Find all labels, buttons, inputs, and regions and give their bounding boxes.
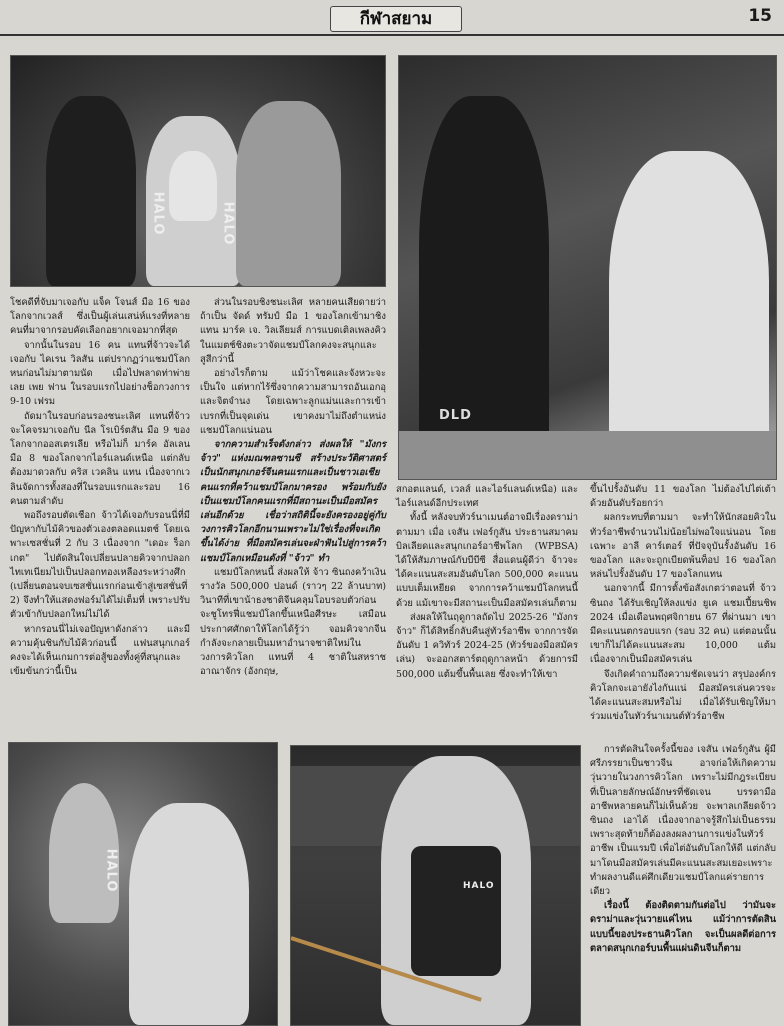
paragraph: ทั้งนี้ หลังจบทัวร์นาเมนต์อาจมีเรื่องดราม่าตามมา เมื่อ เจสัน เฟอร์กูสัน ประธานสมาคมบิลเลียดและสนุกเกอร์อาชีพโลก (WPBSA) ได้ให้สัมภาษณ์กับบีบีซี สื่อแดนผู้ดีว่า จ้าวจะได้คะแนนสะสมอันดับโลก 500,000 คะแนนแบบเต็มเหยียด จากการคว้าแชมป์โลกหนนี้ด้วย แม้เขาจะมีสถานะเป็นมือสมัครเล่นก็ตาม [396, 512, 578, 609]
person-figure [609, 151, 769, 476]
photo-player-with-cue [290, 745, 581, 1026]
photo-trophy-presentation [10, 55, 386, 287]
page-header [0, 0, 784, 36]
paragraph: จากนั้นในรอบ 16 คน แทนที่จ้าวจะได้เจอกับ ไคเรน วิลสัน แต่ปรากฏว่าแชมป์โลกหนก่อนไม่มาตามนัด เมื่อไปพลาดท่าพ่าย เลย เพย ฟาน ในรอบแรกไปอย่างช็อกวงการ 9-10 เฟรม [10, 339, 190, 408]
trophy-icon [169, 151, 217, 221]
paragraph: ถัดมาในรอบก่อนรองชนะเลิศ แทนที่จ้าวจะโคจรมาเจอกับ นีล โรเบิร์ตสัน มือ 9 ของโลกจากออสเตรเลีย หรือไม่ก็ มาร์ค อัลเลน มือ 8 ของโลกจากไอร์แลนด์เหนือ แต่กลับต้องมาดวลกับ คริส เวคลิน แทน เนื่องจากเวลินจัดการทั้งสองที่ในรอบแรกและรอบ 16 คนตามลำดับ [10, 410, 190, 507]
paragraph: ส่งผลให้ในฤดูกาลถัดไป 2025-26 "มังกรจ้าว" ก็ได้สิทธิ์กลับคืนสู่ทัวร์อาชีพ จากการจัดอันดับ 1 ควิทัวร์ 2024-25 (ทัวร์ของมือสมัครเล่น) จะออกสตาร์ตฤดูกาลหน้า ด้วยการมี 500,000 แต้มขึ้นพื้นเลย ซึ่งจะทำให้เขา [396, 611, 578, 680]
paragraph: ส่วนในรอบชิงชนะเลิศ หลายคนเสียดายว่า ถ้าเป็น จัดด์ ทรัมป์ มือ 1 ของโลกเข้ามาชิงแทน มาร์ค เจ. วิลเลียมส์ การแบดเติลเพลงคิวในแมตช์ชิงตะวาจัดแชมป์โลกคงจะสนุกและสูสีกว่านี้ [200, 297, 386, 365]
arena-sign-text: DLD [439, 408, 472, 423]
article-column-1 [10, 296, 190, 679]
person-figure [236, 101, 341, 286]
halo-banner-text: HALO [150, 191, 166, 236]
paragraph: หากรอนนี่ไม่เจอปัญหาดังกล่าว และมีความคุ้นชินกับไม้คิวก่อนนี้ แฟนสนุกเกอร์คงจะได้เห็นเกมการต่อสู้ของทั้งคู่ที่สนุกและเข้มข้นกว่านี้เป็น [10, 623, 190, 678]
article-column-3 [396, 483, 578, 682]
paragraph: เรื่องนี้ ต้องติดตามกันต่อไป ว่ามันจะดราม่าและวุ่นวายแค่ไหน แม้ว่าการตัดสินแบบนี้ของประธานคิวโลก จะเป็นผลดีต่อการตลาดสนุกเกอร์บนพื้นแผ่นดินจีนก็ตาม [590, 900, 776, 954]
paragraph: แชมป์โลกหนนี้ ส่งผลให้ จ้าว ซินถงคว้าเงินรางวัล 500,000 ปอนด์ (ราวๆ 22 ล้านบาท) วินาทีที่เขาน้าธงชาติจีนคลุมโอบรอบตัวก่อนจะชูโทรฟี่แชมป์โลกขึ้นเหนือศีรษะ เสมือนประกาศศักดาให้โลกได้รู้ว่า จอมคิวจากจีน กำลังจะกลายเป็นมหาอำนาจชาติใหม่ในวงการคิวโลก แทนที่ 4 ชาติในสหราชอาณาจักร (อังกฤษ, [200, 566, 386, 678]
paragraph: พอถึงรอบตัดเชือก จ้าวได้เจอกับรอนนี่ที่มีปัญหากับไม้คิวของตัวเองตลอดแมตช์ โดยเฉพาะเซสชั่นที่ 2 กับ 3 เนื่องจาก "เดอะ ร็อกเกต" ไปตัดสินใจเปลี่ยนปลายคิวจากปลอกไทเทเนียมไปเป็นปลอกทองเหลืองระหว่างศึก (เปลี่ยนตอนจบเซสชั่นแรกก่อนเข้าสู่เซสชั่นที่ 2) จึงทำให้แสดงฟอร์มได้ไม่เต็มที่ เพราะปรับตัวเข้ากับปลอกใหม่ไม่ได้ [10, 510, 190, 621]
paragraph: ขึ้นไปรั้งอันดับ 11 ของโลก ไม่ต้องไปไต่เต้าด้วยอันดับร้อยกว่า [590, 484, 776, 510]
photo-handshake [398, 55, 777, 480]
article-column-5 [590, 743, 776, 956]
highlight-paragraph: จากความสำเร็จดังกล่าว ส่งผลให้ "มังกรจ้าว" แห่งมณฑลซานซี สร้างประวัติศาสตร์เป็นนักสนุกเกอร์จีนคนแรกและเป็นชาวเอเชียคนแรกที่คว้าแชมป์โลกมาครอง พร้อมกับยังเป็นแชมป์โลกคนแรกที่มีสถานะเป็นมือสมัครเล่นอีกด้วย เชื่อว่าสถิตินี้จะยังครองอยู่คู่กับวงการคิวโลกอีกนานเพราะไม่ใช่เรื่องที่จะเกิดขึ้นได้ง่าย ที่มือสมัครเล่นจะฝ่าฟันไปสู่การคว้าแชมป์โลกเหมือนดังที่ "จ้าว" ทำ [200, 439, 386, 564]
page-number: 15 [748, 6, 772, 26]
article-column-2 [200, 296, 386, 679]
person-figure [129, 803, 249, 1025]
snooker-table-edge [399, 431, 776, 479]
paragraph: โชคดีที่จับมาเจอกับ แจ็ค โจนส์ มือ 16 ของโลกจากเวลส์ ซึ่งเป็นผู้เล่นเสน่ห์แรงที่หลายคนที่มาจากรอบคัดเลือกอยากเจอมากที่สุด [10, 297, 190, 337]
halo-banner-text: HALO [103, 848, 119, 893]
paragraph: สกอตแลนด์, เวลส์ และไอร์แลนด์เหนือ) และไอร์แลนด์อีกประเทศ [396, 484, 578, 510]
paragraph: ผลกระทบที่ตามมา จะทำให้นักสอยคิวในทัวร์อาชีพจำนวนไม่น้อยไม่พอใจแน่นอน โดยเฉพาะ อาลี คาร์เตอร์ ที่ปัจจุบันรั้งอันดับ 16 ของโลก และจะถูกเบียดพ้นท็อป 16 ของโลกหล่นไปรั้งอันดับ 17 ของโลกแทน [590, 512, 776, 581]
paragraph: การตัดสินใจครั้งนี้ของ เจสัน เฟอร์กูสัน ผู้มีศรีภรรยาเป็นชาวจีน อาจก่อให้เกิดความวุ่นวายในวงการคิวโลก เพราะไม่มีกฎระเบียบที่เป็นลายลักษณ์อักษรที่ชัดเจน บรรดามืออาชีพหลายคนก็ไม่เห็นด้วย จะพาลเกลียดจ้าว ซินถง เอาได้ เนื่องจากอาจรู้สึกไม่เป็นธรรมเพราะสุดท้ายก็ต้องลงผลงานการแข่งในทัวร์อาชีพ เป็นแรมปี เพื่อไต่อันดับโลกให้ดี แต่กลับมาโดนมือสมัครเล่นมีคะแนนสะสมเยอะเพราะทำผลงานดีแค่ศึกเดียวแชมป์โลกแค่รายการเดียว [590, 744, 776, 898]
person-figure [46, 96, 136, 286]
paragraph: จึงเกิดคำถามถึงความชัดเจนว่า สรุปองค์กรคิวโลกจะเอายังไงกันแน่ มือสมัครเล่นควรจะได้คะแนนสะสมหรือไม่ เมื่อได้รับเชิญให้มาร่วมแข่งในทัวร์นาเมนต์ทัวร์อาชีพ [590, 668, 776, 723]
photo-trophy-celebration [8, 742, 278, 1026]
halo-banner-text: HALO [220, 201, 236, 246]
halo-logo-text: HALO [463, 881, 495, 891]
article-column-4 [590, 483, 776, 724]
masthead-logo: กีฬาสยาม [330, 6, 462, 32]
waistcoat-shape [411, 846, 501, 976]
paragraph: อย่างไรก็ตาม แม้ว่าโชคและจังหวะจะเป็นใจ แต่หากไร้ซึ่งจากความสามารถอันเอกอุและจิตจำนง โดยเฉพาะลูกแม่นและการเข้าเบรกที่เป็นจุดเด่น เขาคงมาไม่ถึงตำแหน่งแชมป์โลกแน่นอน [200, 368, 386, 436]
paragraph: นอกจากนี้ มีการตั้งข้อสังเกตว่าตอนที่ จ้าว ซินถง ได้รับเชิญให้ลงแข่ง ยูเค แชมเปี้ยนชิพ 2024 เมื่อเดือนพฤศจิกายน 67 ที่ผ่านมา เขามีคะแนนตกรอบแรก (รอบ 32 คน) แต่ตอนนั้นเขาก็ไม่ได้คะแนนสะสม 10,000 แต้ม เนื่องจากเป็นมือสมัครเล่น [590, 583, 776, 666]
